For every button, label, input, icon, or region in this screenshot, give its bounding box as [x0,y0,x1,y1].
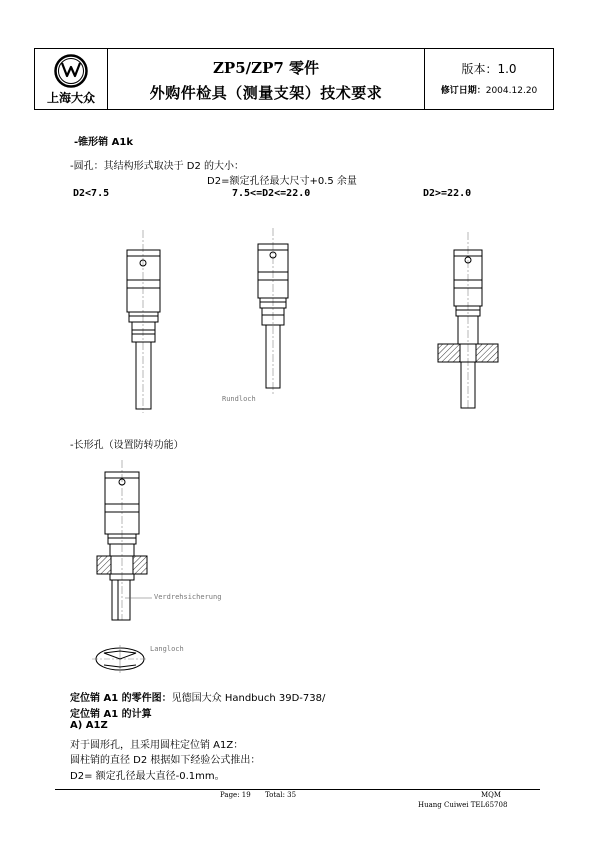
case-label-3: D2>=22.0 [423,188,472,199]
body-line-1: 对于圆形孔，且采用圆柱定位销 A1Z： [70,740,244,751]
round-hole-line-1: -圆孔：其结构形式取决于 D2 的大小： [70,161,245,172]
footer-author: Huang Cuiwei TEL65708 [418,801,508,809]
label-slot: Langloch [150,645,184,653]
body-line-2: 圆柱销的直径 D2 根据如下经验公式推出： [70,755,261,766]
pin-drawing-large [430,232,510,412]
calc-heading: 定位销 A1 的计算 [70,709,152,720]
slot-heading: -长形孔（设置防转功能） [70,440,184,451]
title-line-1: ZP5/ZP7 零件 [212,59,320,77]
label-anti-rotation: Verdrehsicherung [154,593,222,601]
version-cell [424,49,553,109]
version-text: 版本：1.0 [461,62,517,76]
drawing-reference: 定位销 A1 的零件图：见德国大众 Handbuch 39D-738/ [70,693,326,704]
document-header [34,48,554,110]
footer-dept: MQM [481,791,502,799]
round-hole-line-2: D2=额定孔径最大尺寸+0.5 余量 [207,176,357,187]
logo-cell [35,49,108,109]
revision-date: 修订日期：2004.12.20 [440,86,538,96]
sub-heading: A) A1Z [70,720,108,731]
footer-rule [55,789,540,790]
figure-label-rundloch: Rundloch [222,395,256,403]
body-line-3: D2= 额定孔径最大直径-0.1mm。 [70,771,225,782]
footer-total: Total: 35 [265,791,297,799]
case-label-1: D2<7.5 [73,188,110,199]
case-label-2: 7.5<=D2<=22.0 [232,188,311,199]
section-title: -锥形销 A1k [74,137,133,148]
title-line-2: 外购件检具（测量支架）技术要求 [149,84,383,102]
pin-drawing-medium [245,228,305,398]
footer-page: Page: 19 [220,791,251,799]
logo-text: 上海大众 [46,91,95,105]
pin-drawing-small [115,230,175,415]
vw-logo-icon [54,54,88,88]
